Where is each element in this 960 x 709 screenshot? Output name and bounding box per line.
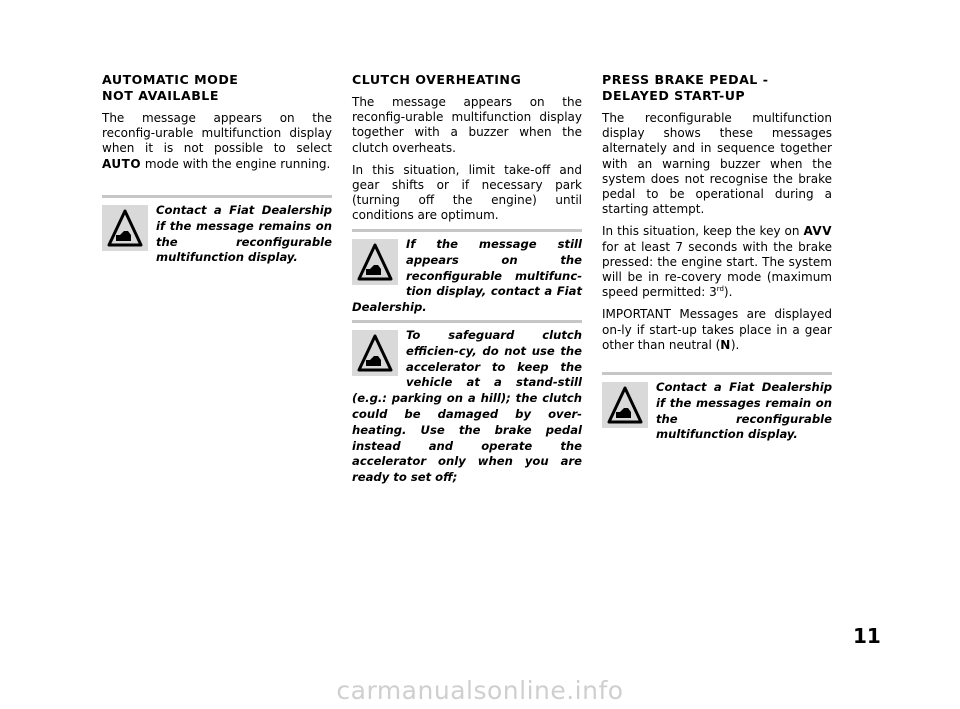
- paragraph-brake-2: [602, 224, 832, 300]
- note-text: To safeguard clutch efficien-cy, do not use the accelerator to keep the vehicle at a stand-still (e.g.: parking on a hill); the clutch could be damaged by over-heating. Use the brake pedal instead and operate the accelerator only when you are ready to set off;: [352, 328, 582, 485]
- paragraph-text: mode with the engine running.: [141, 156, 331, 171]
- bold-term-avv: AVV: [803, 224, 832, 239]
- column-clutch-overheating: [352, 72, 582, 231]
- heading-automatic-mode: AUTOMATIC MODE NOT AVAILABLE: [102, 72, 239, 103]
- note-text: Contact a Fiat Dealership if the message remains on the reconfigurable multifunction display.: [156, 203, 332, 265]
- paragraph-text: The message appears on the reconfig-urable multifunction display when it is not possible to select: [102, 111, 332, 156]
- note-text: Contact a Fiat Dealership if the messages remain on the reconfigurable multifunction display.: [656, 380, 832, 442]
- paragraph-clutch-2: In this situation, limit take-off and gear shifts or if necessary park (turning off the engine) until conditions are optimum.: [352, 162, 582, 223]
- warning-triangle-icon: [102, 205, 148, 251]
- superscript-rd: rd: [716, 285, 724, 294]
- warning-triangle-icon: [352, 330, 398, 376]
- bold-term-auto: AUTO: [102, 156, 142, 171]
- watermark: carmanualsonline.info: [336, 676, 624, 705]
- warning-note-clutch-efficiency: [352, 320, 582, 486]
- paragraph-clutch-1: The message appears on the reconfig-urable multifunction display together with a buzzer when the clutch overheats.: [352, 95, 582, 155]
- paragraph-text: ).: [730, 337, 740, 352]
- page-number: 11: [853, 624, 881, 648]
- heading-clutch-overheating: CLUTCH OVERHEATING: [352, 72, 522, 87]
- paragraph-text: IMPORTANT Messages are displayed on-ly if start-up takes place in a gear other than neutral (: [602, 307, 832, 352]
- paragraph-automatic-mode: [102, 111, 332, 172]
- heading-press-brake-pedal: PRESS BRAKE PEDAL - DELAYED START-UP: [602, 72, 769, 103]
- bold-term-n: N: [720, 337, 731, 352]
- warning-note-still-appears: [352, 229, 582, 316]
- paragraph-brake-1: The reconfigurable multifunction display shows these messages alternately and in sequence together with an warning buzzer when the system does not recognise the brake pedal to be operational during a starting attempt.: [602, 111, 832, 217]
- paragraph-text: ).: [723, 285, 733, 300]
- warning-note-messages-remain: [602, 372, 832, 443]
- warning-triangle-icon: [352, 239, 398, 285]
- warning-note-dealership: [102, 195, 332, 266]
- paragraph-text: for at least 7 seconds with the brake pressed: the engine start. The system will be in re-covery mode (maximum speed permitted: 3: [602, 239, 832, 300]
- warning-triangle-icon: [602, 382, 648, 428]
- note-text: If the message still appears on the reconfigurable multifunc-tion display, contact a Fiat Dealership.: [352, 237, 582, 315]
- column-automatic-mode: [102, 72, 332, 179]
- paragraph-text: In this situation, keep the key on: [602, 224, 804, 239]
- column-press-brake-pedal: [602, 72, 832, 360]
- paragraph-brake-3: [602, 307, 832, 353]
